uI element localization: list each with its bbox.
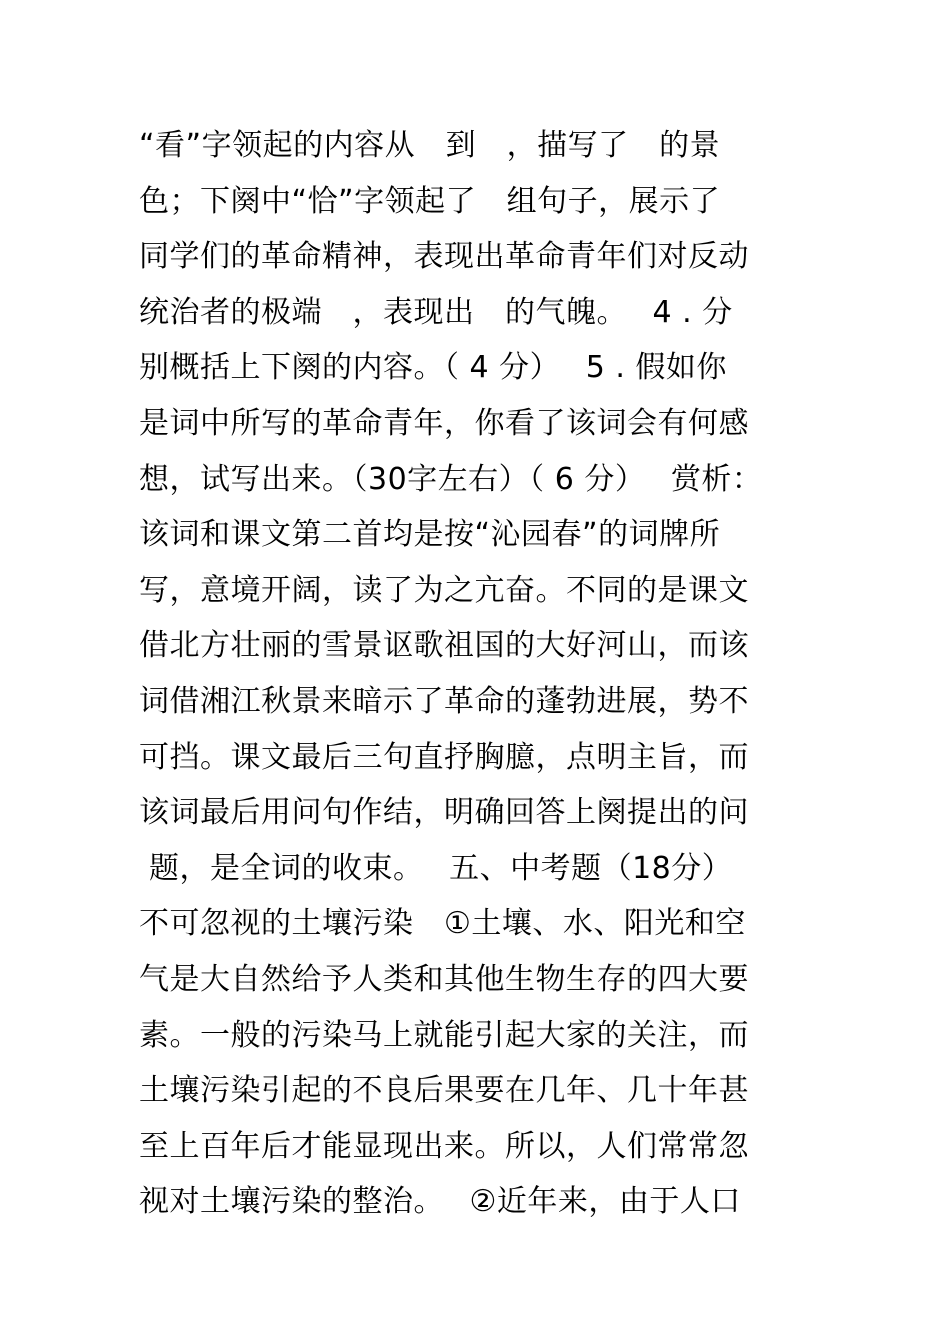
document-body (139, 118, 839, 1230)
text-line: 素。一般的污染马上就能引起大家的关注，而 (139, 1017, 749, 1053)
text-line: 该词最后用问句作结，明确回答上阕提出的问 (139, 795, 749, 831)
text-line: 气是大自然给予人类和其他生物生存的四大要 (139, 961, 749, 997)
text-line: 是词中所写的革命青年，你看了该词会有何感 (139, 405, 749, 441)
text-line: 同学们的革命精神，表现出革命青年们对反动 (139, 239, 749, 275)
text-line: 该词和课文第二首均是按“沁园春”的词牌所 (139, 517, 721, 553)
text-line: 不可忽视的土壤污染 ①土壤、水、阳光和空 (139, 906, 746, 942)
text-line: 统治者的极端 ，表现出 的气魄。 4 . 分 (139, 294, 733, 330)
text-line: 题，是全词的收束。 五、中考题（18分） (139, 850, 733, 886)
text-line: 借北方壮丽的雪景讴歌祖国的大好河山，而该 (139, 628, 749, 664)
text-line: 至上百年后才能显现出来。所以，人们常常忽 (139, 1128, 749, 1164)
text-line: 视对土壤污染的整治。 ②近年来，由于人口 (139, 1184, 741, 1220)
text-line: 想，试写出来。（30字左右）（ 6 分） 赏析： (139, 461, 763, 497)
text-line: 土壤污染引起的不良后果要在几年、几十年甚 (139, 1073, 749, 1109)
text-line: 词借湘江秋景来暗示了革命的蓬勃进展，势不 (139, 683, 749, 719)
text-line: 色；下阕中“恰”字领起了 组句子，展示了 (139, 183, 721, 219)
text-line: 可挡。课文最后三句直抒胸臆，点明主旨，而 (139, 739, 749, 775)
text-line: 别概括上下阕的内容。（ 4 分） 5 . 假如你 (139, 350, 727, 386)
text-line: 写，意境开阔，读了为之亢奋。不同的是课文 (139, 572, 749, 608)
text-line: “看”字领起的内容从 到 ，描写了 的景 (139, 128, 721, 163)
